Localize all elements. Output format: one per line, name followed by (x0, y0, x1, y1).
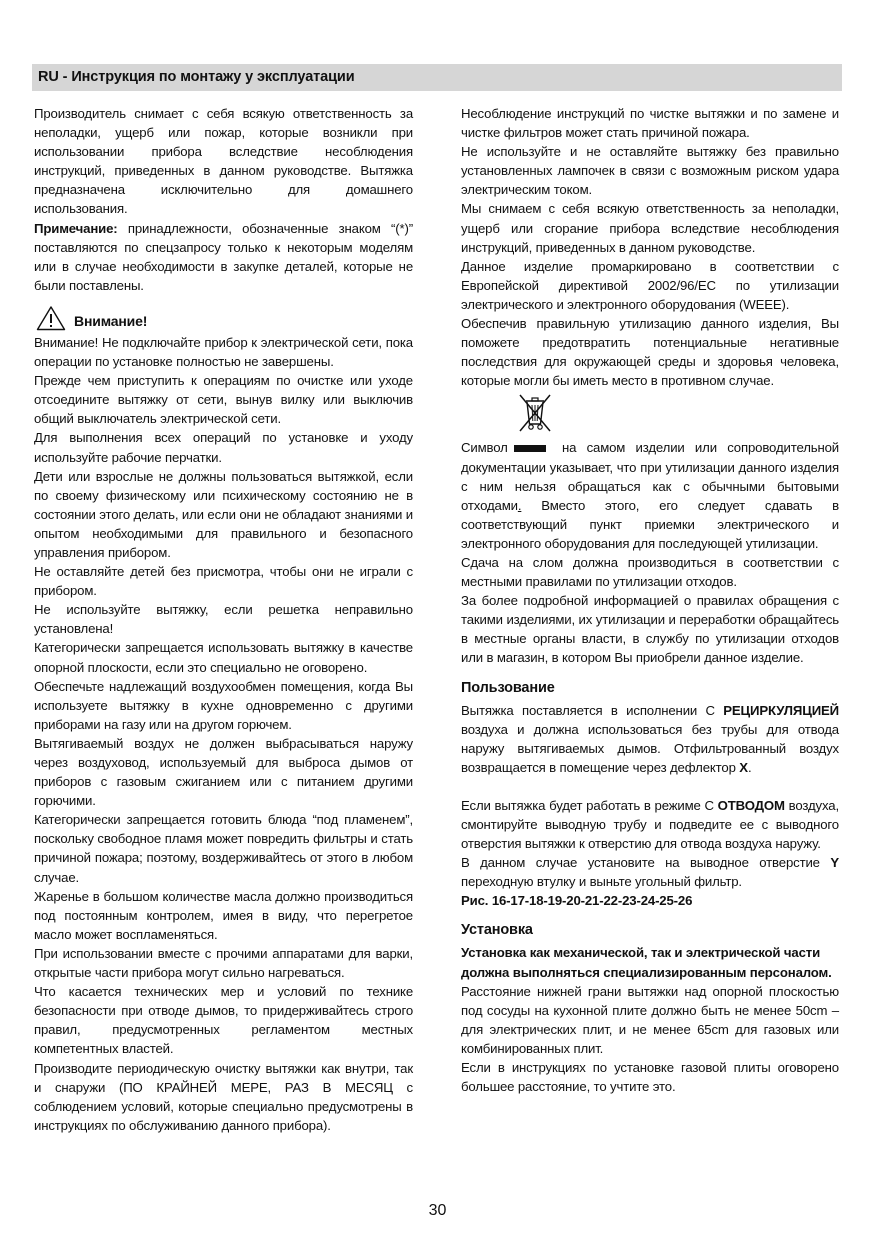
note-label: Примечание: (34, 220, 118, 236)
warning-item: Не оставляйте детей без присмотра, чтобы они не играли с прибором. (34, 564, 413, 599)
warning-item: При использовании вместе с прочими аппаратами для варки, открытые части прибора могут сильно нагреваться. (34, 945, 413, 981)
install-heading: Установка (461, 922, 533, 939)
left-column (34, 104, 413, 1135)
use-bold: РЕЦИРКУЛЯЦИЕЙ (723, 702, 839, 718)
right-column (461, 104, 839, 1096)
warning-item: Прежде чем приступить к операциям по очистке или уходе отсоедините вытяжку от сети, вынув вилку или выключив общий выключатель электрической сети. (34, 373, 413, 427)
warning-triangle-icon (36, 305, 66, 331)
use-text: воздуха, смонтируйте выводную трубу и подведите ее с выводного отверстия вытяжки к отверстию для отвода воздуха наружу. (461, 797, 839, 852)
install-bold-text: Установка как механической, так и электрической части должна выполняться специализированным персоналом. (461, 945, 832, 980)
use-bold: X (739, 759, 748, 775)
symbol-text-a: на самом изделии или сопроводительной документации указывает, что при утилизации данного изделия с ним нельзя обращаться как с обычными бытовыми отходами (461, 440, 839, 513)
warning-item: Категорически запрещается готовить блюда “под пламенем”, поскольку свободное пламя может повредить фильтры и стать причиной пожара; поэтому, воздерживайтесь от этого в любом случае. (34, 812, 413, 885)
bar-symbol-icon (514, 445, 546, 452)
warning-heading (34, 305, 413, 331)
figure-reference (461, 891, 839, 910)
use-heading: Пользование (461, 679, 555, 696)
warning-item: Производите периодическую очистку вытяжки как внутри, так и снаружи (ПО КРАЙНЕЙ МЕРЕ, РАЗ В МЕСЯЦ с соблюдением условий, которые специально предусмотрены в инструкциях по обслуживанию данного прибора). (34, 1060, 413, 1133)
warning-item: Что касается технических мер и условий по технике безопасности при отводе дымов, то придерживайтесь строго правил, предусмотренных регламентом местных компетентных властей. (34, 984, 413, 1057)
note-paragraph (34, 219, 413, 295)
warning-title: Внимание! (74, 312, 148, 329)
use-text: Вытяжка поставляется в исполнении С (461, 702, 724, 718)
warning-item: Обеспечьте надлежащий воздухообмен помещения, когда Вы используете вытяжку в кухне одновременно с другими приборами на газу или на другом горючем. (34, 678, 413, 732)
right-paragraph: Обеспечив правильную утилизацию данного изделия, Вы поможете предотвратить потенциальные негативные последствия для окружающей среды и здоровья человека, которые могли бы иметь место в противном случае. (461, 316, 839, 389)
use-text: . (747, 759, 752, 775)
use-paragraph-3 (461, 853, 839, 891)
install-bold-paragraph (461, 943, 839, 981)
use-paragraph-2 (461, 796, 839, 853)
section-header-bar (32, 64, 842, 91)
right-paragraph: Несоблюдение инструкций по чистке вытяжки и по замене и чистке фильтров может стать причиной пожара. (461, 106, 839, 141)
right-paragraph: Не используйте и не оставляйте вытяжку без правильно установленных лампочек в связи с возможным риском удара электрическим током. (461, 144, 839, 198)
use-paragraph-1 (461, 701, 839, 777)
symbol-paragraph (461, 438, 839, 553)
disposal-paragraph: За более подробной информацией о правилах обращения с такими изделиями, их утилизации и переработки обращайтесь в местные органы власти, в службу по утилизации отходов или в магазин, в котором Вы приобрели данное изделие. (461, 593, 839, 666)
install-paragraph: Расстояние нижней грани вытяжки над опорной плоскостью под сосуды на кухонной плите должно быть не менее 50cm – для электрических плит, и не менее 65cm для газовых или комбинированных плит. (461, 983, 839, 1056)
use-text: В данном случае установите на выводное отверстие (461, 855, 831, 871)
use-text: Если вытяжка будет работать в режиме С (461, 797, 718, 813)
right-paragraph: Данное изделие промаркировано в соответствии с Европейской директивой 2002/96/EC по утилизации электрического и электронного оборудования (WEEE). (461, 258, 839, 312)
symbol-text-b: Вместо этого, его следует сдавать в соответствующий пункт приемки электрического и электронного оборудования для последующей утилизации. (461, 497, 839, 551)
install-paragraph: Если в инструкциях по установке газовой плиты оговорено большее расстояние, то учтите это. (461, 1060, 839, 1095)
section-title: RU - Инструкция по монтажу у эксплуатации (38, 69, 355, 85)
warning-item: Категорически запрещается использовать вытяжку в качестве опорной плоскости, если это специально не оговорено. (34, 640, 413, 675)
intro-paragraph: Производитель снимает с себя всякую ответственность за неполадки, ущерб или пожар, которые возникли при использовании прибора вследствие несоблюдения инструкций, приведенных в данном руководстве. Вытяжка предназначена исключительно для домашнего использования. (34, 106, 413, 217)
spacer (461, 777, 839, 796)
warning-item: Внимание! Не подключайте прибор к электрической сети, пока операции по установке полностью не завершены. (34, 334, 413, 370)
crossed-bin-icon (513, 392, 557, 434)
use-text: воздуха и должна использоваться без трубы для отвода наружу вытягиваемых дымов. Отфильтрованный воздух возвращается в помещение через дефлектор (461, 721, 839, 775)
figure-numbers: Рис. 16-17-18-19-20-21-22-23-24-25-26 (461, 893, 693, 909)
right-paragraph: Мы снимаем с себя всякую ответственность за неполадки, ущерб или сгорание прибора вследствие несоблюдения инструкций, приведенных в данном руководстве. (461, 201, 839, 255)
page-number: 30 (428, 1202, 447, 1219)
warning-item: Не используйте вытяжку, если решетка неправильно установлена! (34, 602, 413, 637)
warning-item: Дети или взрослые не должны пользоваться вытяжкой, если по своему физическому или психическому состоянию не в состоянии этого делать, или если они не обладают знаниями и опытом необходимыми для правильного и безопасного управления прибором. (34, 468, 413, 560)
disposal-paragraph: Сдача на слом должна производиться в соответствии с местными правилами по утилизации отходов. (461, 554, 839, 590)
use-bold: ОТВОДОМ (717, 797, 785, 813)
symbol-text-underlined: . (517, 497, 522, 513)
use-bold: Y (830, 855, 839, 871)
symbol-word: Символ (461, 440, 508, 456)
warning-item: Вытягиваемый воздух не должен выбрасываться наружу через воздуховод, используемый для выброса дымов от приборов с газовым сжиганием или с питанием другими горючими. (34, 735, 413, 809)
note-text: принадлежности, обозначенные знаком “(*)” поставляются по спецзапросу только к некоторым моделям или в случае необходимости в закупке деталей, которые не были поставлены. (34, 220, 413, 293)
warning-item: Для выполнения всех операций по установке и уходу используйте рабочие перчатки. (34, 430, 413, 465)
weee-symbol-block (461, 392, 839, 438)
use-text: переходную втулку и выньте угольный фильтр. (461, 874, 742, 890)
warning-item: Жаренье в большом количестве масла должно производиться под постоянным контролем, имея в виду, что перегретое масло может воспламеняться. (34, 888, 413, 942)
